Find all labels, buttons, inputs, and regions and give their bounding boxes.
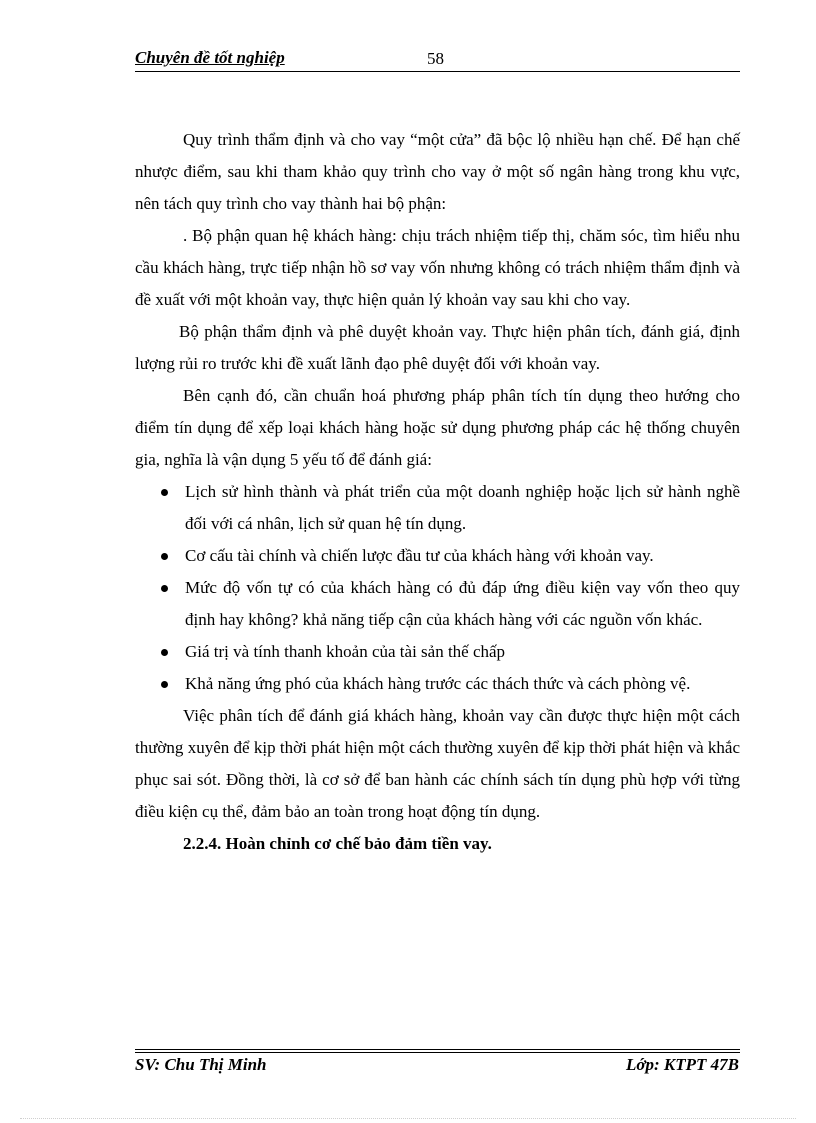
- bullet-icon: [161, 553, 168, 560]
- body-content: [135, 124, 740, 860]
- paragraph: Bộ phận thẩm định và phê duyệt khoản vay. Thực hiện phân tích, đánh giá, định lượng rủi ro trước khi đề xuất lãnh đạo phê duyệt đối với khoản vay.: [135, 322, 740, 373]
- list-item: [135, 636, 740, 668]
- list-item-text: Mức độ vốn tự có của khách hàng có đủ đáp ứng điều kiện vay vốn theo quy định hay không? khả năng tiếp cận của khách hàng với các nguồn vốn khác.: [185, 578, 740, 629]
- bullet-icon: [161, 681, 168, 688]
- bullet-icon: [161, 649, 168, 656]
- list-item-text: Khả năng ứng phó của khách hàng trước các thách thức và cách phòng vệ.: [185, 674, 691, 693]
- header-rule: [135, 71, 740, 72]
- footer-rule: [135, 1049, 740, 1050]
- section-heading: 2.2.4. Hoàn chỉnh cơ chế bảo đảm tiền vay.: [183, 834, 492, 853]
- bullet-icon: [161, 585, 168, 592]
- paragraph: Việc phân tích để đánh giá khách hàng, khoản vay cần được thực hiện một cách thường xuyên để kịp thời phát hiện một cách thường xuyên để kịp thời phát hiện và khắc phục sai sót. Đồng thời, là cơ sở để ban hành các chính sách tín dụng phù hợp với từng điều kiện cụ thể, đảm bảo an toàn trong hoạt động tín dụng.: [135, 706, 740, 821]
- list-item-text: Cơ cấu tài chính và chiến lược đầu tư của khách hàng với khoản vay.: [185, 546, 654, 565]
- list-item-text: Lịch sử hình thành và phát triển của một doanh nghiệp hoặc lịch sử hành nghề đối với cá nhân, lịch sử quan hệ tín dụng.: [185, 482, 740, 533]
- page-number: 58: [427, 49, 444, 68]
- footer-rule: [135, 1052, 740, 1053]
- list-item: [135, 476, 740, 540]
- list-item: [135, 668, 740, 700]
- paragraph: Quy trình thẩm định và cho vay “một cửa” đã bộc lộ nhiều hạn chế. Để hạn chế nhược điểm, sau khi tham khảo quy trình cho vay ở một số ngân hàng trong khu vực, nên tách quy trình cho vay thành hai bộ phận:: [135, 130, 740, 213]
- criteria-list: [135, 476, 740, 700]
- page-edge-divider: [20, 1118, 796, 1119]
- page-header: [135, 48, 740, 72]
- list-item-text: Giá trị và tính thanh khoản của tài sản thế chấp: [185, 642, 506, 661]
- paragraph: . Bộ phận quan hệ khách hàng: chịu trách nhiệm tiếp thị, chăm sóc, tìm hiểu nhu cầu khách hàng, trực tiếp nhận hồ sơ vay vốn nhưng không có trách nhiệm thẩm định và đề xuất với một khoản vay, thực hiện quản lý khoản vay sau khi cho vay.: [135, 226, 740, 309]
- footer-class: Lớp: KTPT 47B: [626, 1055, 739, 1074]
- list-item: [135, 572, 740, 636]
- header-title: Chuyên đề tốt nghiệp: [135, 48, 285, 67]
- footer-student: SV: Chu Thị Minh: [135, 1055, 267, 1074]
- paragraph: Bên cạnh đó, cần chuẩn hoá phương pháp phân tích tín dụng theo hướng cho điểm tín dụng để xếp loại khách hàng hoặc sử dụng phương pháp các hệ thống chuyên gia, nghĩa là vận dụng 5 yếu tố để đánh giá:: [135, 386, 740, 469]
- bullet-icon: [161, 489, 168, 496]
- list-item: [135, 540, 740, 572]
